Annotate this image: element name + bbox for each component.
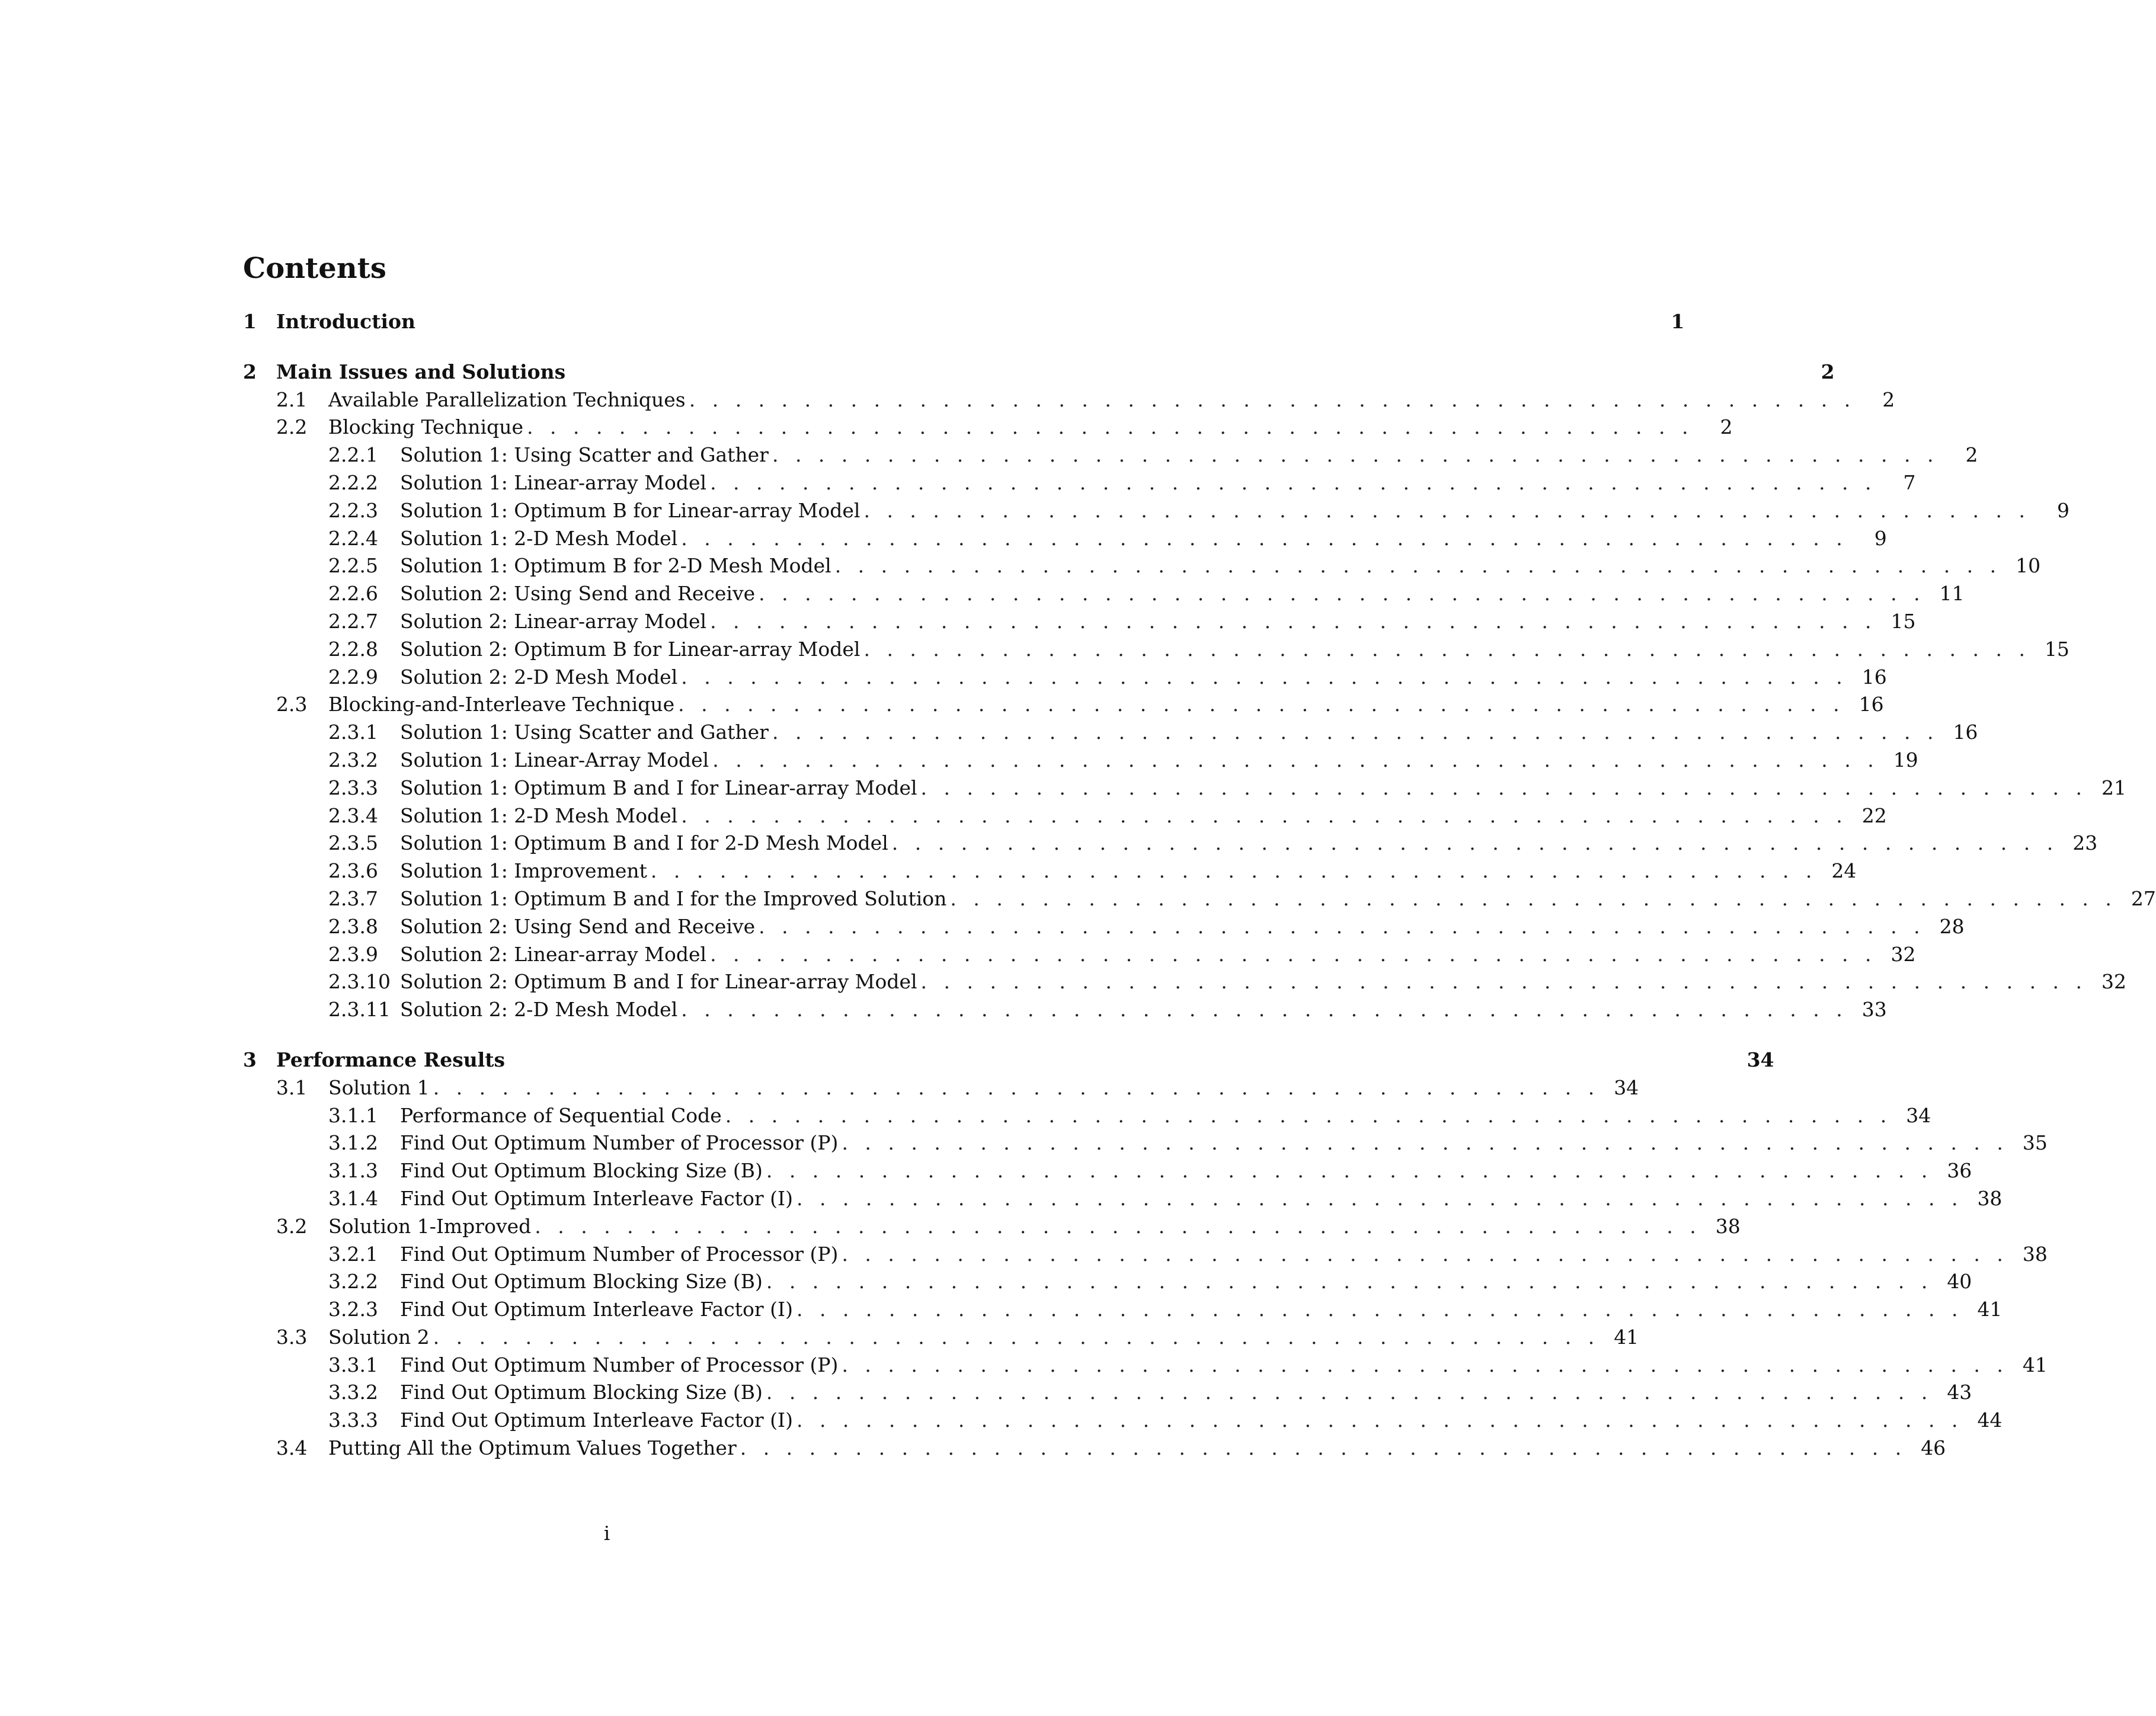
dot-leader: . . . . . . . . . . . . . . . . . . . . . . . . . . . . . . . . . . . . . . . . . . . . . . . . . . . <box>863 498 2030 522</box>
dot-leader: . . . . . . . . . . . . . . . . . . . . . . . . . . . . . . . . . . . . . . . . . . . . . . . . . . . <box>535 1214 1701 1238</box>
toc-page-number: 2 <box>1965 443 1978 467</box>
toc-page-number: 2 <box>1821 360 1835 383</box>
toc-entry-2-2-5 <box>243 552 2041 580</box>
toc-number: 2.2.9 <box>328 665 378 689</box>
toc-entry-3-2-3 <box>243 1296 2003 1324</box>
toc-page-number: 27 <box>2131 886 2156 910</box>
toc-page-number: 7 <box>1903 470 1916 494</box>
toc-page-number: 15 <box>2044 637 2069 661</box>
toc-entry-3-1 <box>243 1074 1639 1102</box>
dot-leader: . . . . . . . . . . . . . . . . . . . . . . . . . . . . . . . . . . . . . . . . . . . . . . . . . . . <box>920 970 2088 994</box>
dot-leader: . . . . . . . . . . . . . . . . . . . . . . . . . . . . . . . . . . . . . . . . . . . . . . . . . . . <box>842 1131 2008 1155</box>
toc-number: 2.1 <box>276 388 308 411</box>
dot-leader: . . . . . . . . . . . . . . . . . . . . . . . . . . . . . . . . . . . . . . . . . . . . . . . . . . . <box>759 914 1925 938</box>
toc-title: Solution 1: Linear-Array Model <box>400 747 712 774</box>
toc-number: 1 <box>243 310 257 333</box>
toc-heading: Contents <box>243 252 386 285</box>
dot-leader: . . . . . . . . . . . . . . . . . . . . . . . . . . . . . . . . . . . . . . . . . . . . . . . . . . . <box>796 1186 1963 1210</box>
dot-leader: . . . . . . . . . . . . . . . . . . . . . . . . . . . . . . . . . . . . . . . . . . . . . . . . . . . <box>681 998 1848 1022</box>
toc-page-number: 28 <box>1939 914 1965 938</box>
toc-entry-2-2-3 <box>243 497 2069 525</box>
toc-title: Performance Results <box>276 1046 508 1074</box>
toc-number: 3 <box>243 1048 257 1071</box>
toc-title: Solution 1: Optimum B for Linear-array Model <box>400 497 863 525</box>
toc-number: 2.2.7 <box>328 609 378 633</box>
dot-leader: . . . . . . . . . . . . . . . . . . . . . . . . . . . . . . . . . . . . . . . . . . . . . . . . . . . <box>681 665 1848 689</box>
dot-leader: . . . . . . . . . . . . . . . . . . . . . . . . . . . . . . . . . . . . . . . . . . . . . . . . . . . <box>891 831 2059 855</box>
toc-number: 2 <box>243 360 257 383</box>
toc-number: 2.2.8 <box>328 637 378 661</box>
toc-title: Find Out Optimum Blocking Size (B) <box>400 1268 766 1296</box>
toc-number: 2.3.4 <box>328 803 378 827</box>
toc-number: 2.3.10 <box>328 970 391 994</box>
toc-title: Putting All the Optimum Values Together <box>328 1435 740 1462</box>
toc-entry-2-2-9 <box>243 664 1887 691</box>
dot-leader: . . . . . . . . . . . . . . . . . . . . . . . . . . . . . . . . . . . . . . . . . . . . . . . . . . . <box>710 470 1877 494</box>
toc-page-number: 16 <box>1861 665 1887 689</box>
toc-number: 2.3.8 <box>328 914 378 938</box>
toc-page-number: 34 <box>1746 1048 1774 1071</box>
toc-page-number: 11 <box>1939 582 1965 606</box>
toc-title: Find Out Optimum Interleave Factor (I) <box>400 1296 796 1324</box>
dot-leader: . . . . . . . . . . . . . . . . . . . . . . . . . . . . . . . . . . . . . . . . . . . . . . . . . . . <box>678 693 1845 716</box>
toc-number: 3.1.2 <box>328 1131 378 1155</box>
toc-title: Find Out Optimum Number of Processor (P) <box>400 1352 842 1379</box>
toc-entry-2-3-10 <box>243 968 2127 996</box>
toc-title: Find Out Optimum Number of Processor (P) <box>400 1129 842 1157</box>
dot-leader: . . . . . . . . . . . . . . . . . . . . . . . . . . . . . . . . . . . . . . . . . . . . . . . . . . . <box>950 886 2117 910</box>
toc-number: 3.3.1 <box>328 1353 378 1376</box>
toc-entry-2-2-7 <box>243 608 1916 636</box>
toc-entry-3-3-3 <box>243 1407 2003 1435</box>
dot-leader: . . . . . . . . . . . . . . . . . . . . . . . . . . . . . . . . . . . . . . . . . . . . . . . . . . . <box>759 582 1925 606</box>
toc-number: 3.2.2 <box>328 1270 378 1294</box>
toc-title: Available Parallelization Techniques <box>328 386 689 414</box>
toc-page-number: 21 <box>2101 776 2127 799</box>
toc-page-number: 22 <box>1861 803 1887 827</box>
toc-page-number: 34 <box>1906 1103 1931 1127</box>
toc-entry-3-3 <box>243 1324 1639 1352</box>
toc-page-number: 44 <box>1977 1408 2003 1432</box>
toc-page-number: 19 <box>1893 748 1918 771</box>
toc-number: 3.3 <box>276 1325 308 1349</box>
toc-number: 2.3.6 <box>328 859 378 883</box>
toc-page-number: 41 <box>2022 1353 2048 1376</box>
toc-number: 3.3.3 <box>328 1408 378 1432</box>
dot-leader: . . . . . . . . . . . . . . . . . . . . . . . . . . . . . . . . . . . . . . . . . . . . . . . . . . . <box>766 1270 1933 1294</box>
toc-page-number: 41 <box>1614 1325 1639 1349</box>
toc-page-number: 35 <box>2022 1131 2048 1155</box>
dot-leader: . . . . . . . . . . . . . . . . . . . . . . . . . . . . . . . . . . . . . . . . . . . . . . . . . . . <box>710 609 1877 633</box>
toc-title: Solution 2: 2-D Mesh Model <box>400 996 681 1024</box>
toc-number: 2.3.11 <box>328 998 391 1022</box>
toc-entry-2-2-8 <box>243 636 2069 664</box>
page-number: i <box>603 1522 610 1545</box>
toc-title: Solution 2: Using Send and Receive <box>400 580 759 608</box>
toc-number: 2.2.3 <box>328 498 378 522</box>
toc-number: 3.4 <box>276 1436 308 1460</box>
toc-title: Introduction <box>276 308 419 336</box>
toc-number: 3.2.1 <box>328 1242 378 1266</box>
toc-page-number: 43 <box>1947 1381 1972 1404</box>
toc-title: Blocking-and-Interleave Technique <box>328 691 678 719</box>
toc-number: 2.2.6 <box>328 582 378 606</box>
toc-page-number: 32 <box>1891 942 1916 966</box>
toc-number: 3.2.3 <box>328 1298 378 1321</box>
toc-title: Solution 2: Using Send and Receive <box>400 913 759 941</box>
toc-number: 2.2.4 <box>328 526 378 550</box>
toc-entry-2-2-6 <box>243 580 1965 608</box>
toc-title: Solution 1-Improved <box>328 1213 535 1241</box>
toc-number: 2.2.1 <box>328 443 378 467</box>
toc-page-number: 9 <box>1874 526 1887 550</box>
toc-title: Solution 2: Linear-array Model <box>400 941 710 969</box>
toc-entry-1 <box>243 308 1685 336</box>
toc-entry-2-1 <box>243 386 1895 414</box>
toc-page-number: 23 <box>2072 831 2098 855</box>
toc-entry-3-3-2 <box>243 1379 1972 1407</box>
toc-title: Solution 2: Optimum B and I for Linear-array Model <box>400 968 921 996</box>
table-of-contents <box>243 308 2156 1462</box>
toc-page-number: 1 <box>1671 310 1685 333</box>
toc-entry-3-1-3 <box>243 1157 1972 1185</box>
dot-leader: . . . . . . . . . . . . . . . . . . . . . . . . . . . . . . . . . . . . . . . . . . . . . . . . . . . <box>920 776 2088 799</box>
toc-page-number: 38 <box>1715 1214 1741 1238</box>
toc-entry-2-3-8 <box>243 913 1965 941</box>
toc-entry-2-3-9 <box>243 941 1916 969</box>
toc-title: Solution 1: Optimum B for 2-D Mesh Model <box>400 552 835 580</box>
toc-page-number: 2 <box>1720 415 1733 439</box>
dot-leader: . . . . . . . . . . . . . . . . . . . . . . . . . . . . . . . . . . . . . . . . . . . . . . . . . . . <box>772 443 1939 467</box>
dot-leader: . . . . . . . . . . . . . . . . . . . . . . . . . . . . . . . . . . . . . . . . . . . . . . . . . . . <box>842 1242 2008 1266</box>
toc-page-number: 46 <box>1921 1436 1946 1460</box>
toc-entry-3-1-4 <box>243 1185 2003 1213</box>
dot-leader: . . . . . . . . . . . . . . . . . . . . . . . . . . . . . . . . . . . . . . . . . . . . . . . . . . . <box>433 1325 1600 1349</box>
toc-entry-3-2-1 <box>243 1241 2048 1269</box>
toc-number: 2.3.9 <box>328 942 378 966</box>
toc-title: Solution 2: Linear-array Model <box>400 608 710 636</box>
toc-title: Find Out Optimum Number of Processor (P) <box>400 1241 842 1269</box>
dot-leader: . . . . . . . . . . . . . . . . . . . . . . . . . . . . . . . . . . . . . . . . . . . . . . . . . . . <box>725 1103 1892 1127</box>
dot-leader: . . . . . . . . . . . . . . . . . . . . . . . . . . . . . . . . . . . . . . . . . . . . . . . . . . . <box>740 1436 1907 1460</box>
toc-entry-2-2-4 <box>243 525 1887 553</box>
toc-number: 3.1.1 <box>328 1103 378 1127</box>
toc-entry-2-2-1 <box>243 441 1978 469</box>
toc-number: 3.1.4 <box>328 1186 378 1210</box>
toc-title: Solution 2: 2-D Mesh Model <box>400 664 681 691</box>
toc-title: Find Out Optimum Blocking Size (B) <box>400 1157 766 1185</box>
toc-entry-2-3-11 <box>243 996 1887 1024</box>
toc-page-number: 9 <box>2056 498 2069 522</box>
toc-title: Blocking Technique <box>328 414 527 441</box>
toc-page-number: 32 <box>2101 970 2127 994</box>
dot-leader: . . . . . . . . . . . . . . . . . . . . . . . . . . . . . . . . . . . . . . . . . . . . . . . . . . . <box>712 748 1879 771</box>
toc-title: Solution 1: Using Scatter and Gather <box>400 719 772 747</box>
toc-entry-2-3-2 <box>243 747 1918 774</box>
toc-number: 2.3.2 <box>328 748 378 771</box>
dot-leader: . . . . . . . . . . . . . . . . . . . . . . . . . . . . . . . . . . . . . . . . . . . . . . . . . . . <box>681 526 1848 550</box>
toc-entry-2-3-4 <box>243 802 1887 830</box>
toc-number: 2.3.3 <box>328 776 378 799</box>
toc-number: 3.1.3 <box>328 1159 378 1183</box>
dot-leader: . . . . . . . . . . . . . . . . . . . . . . . . . . . . . . . . . . . . . . . . . . . . . . . . . . . <box>689 388 1856 411</box>
toc-entry-3 <box>243 1046 1774 1074</box>
dot-leader: . . . . . . . . . . . . . . . . . . . . . . . . . . . . . . . . . . . . . . . . . . . . . . . . . . . <box>842 1353 2008 1376</box>
toc-title: Solution 1 <box>328 1074 433 1102</box>
toc-number: 2.3 <box>276 693 308 716</box>
dot-leader: . . . . . . . . . . . . . . . . . . . . . . . . . . . . . . . . . . . . . . . . . . . . . . . . . . . <box>796 1408 1963 1432</box>
toc-title: Solution 1: Improvement <box>400 857 651 885</box>
dot-leader: . . . . . . . . . . . . . . . . . . . . . . . . . . . . . . . . . . . . . . . . . . . . . . . . . . . <box>527 415 1694 439</box>
dot-leader: . . . . . . . . . . . . . . . . . . . . . . . . . . . . . . . . . . . . . . . . . . . . . . . . . . . <box>681 803 1848 827</box>
toc-entry-2-2-2 <box>243 469 1916 497</box>
toc-number: 3.3.2 <box>328 1381 378 1404</box>
dot-leader: . . . . . . . . . . . . . . . . . . . . . . . . . . . . . . . . . . . . . . . . . . . . . . . . . . . <box>766 1381 1933 1404</box>
toc-entry-2-3-1 <box>243 719 1978 747</box>
toc-title: Solution 1: Optimum B and I for 2-D Mesh Model <box>400 830 892 857</box>
toc-number: 2.2.2 <box>328 470 378 494</box>
toc-title: Find Out Optimum Interleave Factor (I) <box>400 1185 796 1213</box>
toc-entry-2-3 <box>243 691 1884 719</box>
toc-page-number: 15 <box>1891 609 1916 633</box>
toc-page-number: 24 <box>1831 859 1857 883</box>
toc-title: Solution 1: Using Scatter and Gather <box>400 441 772 469</box>
dot-leader: . . . . . . . . . . . . . . . . . . . . . . . . . . . . . . . . . . . . . . . . . . . . . . . . . . . <box>650 859 1818 883</box>
toc-title: Find Out Optimum Interleave Factor (I) <box>400 1407 796 1435</box>
toc-entry-2-3-6 <box>243 857 1857 885</box>
toc-title: Solution 1: Optimum B and I for the Improved Solution <box>400 885 950 913</box>
toc-title: Find Out Optimum Blocking Size (B) <box>400 1379 766 1407</box>
toc-page-number: 40 <box>1947 1270 1972 1294</box>
toc-number: 2.3.1 <box>328 721 378 744</box>
toc-title: Solution 2 <box>328 1324 433 1352</box>
toc-page-number: 16 <box>1858 693 1884 716</box>
toc-number: 2.2.5 <box>328 554 378 578</box>
toc-entry-3-4 <box>243 1435 1946 1462</box>
toc-entry-3-1-2 <box>243 1129 2048 1157</box>
toc-page-number: 34 <box>1614 1075 1639 1099</box>
toc-title: Main Issues and Solutions <box>276 358 569 386</box>
toc-page-number: 16 <box>1953 721 1978 744</box>
toc-entry-3-2 <box>243 1213 1741 1241</box>
toc-entry-3-3-1 <box>243 1352 2048 1379</box>
toc-entry-2-3-7 <box>243 885 2156 913</box>
toc-entry-2-2 <box>243 414 1733 441</box>
dot-leader: . . . . . . . . . . . . . . . . . . . . . . . . . . . . . . . . . . . . . . . . . . . . . . . . . . . <box>766 1159 1933 1183</box>
toc-entry-2 <box>243 358 1835 386</box>
toc-page-number: 33 <box>1861 998 1887 1022</box>
toc-number: 3.2 <box>276 1214 308 1238</box>
toc-entry-3-1-1 <box>243 1102 1931 1130</box>
dot-leader: . . . . . . . . . . . . . . . . . . . . . . . . . . . . . . . . . . . . . . . . . . . . . . . . . . . <box>796 1298 1963 1321</box>
dot-leader: . . . . . . . . . . . . . . . . . . . . . . . . . . . . . . . . . . . . . . . . . . . . . . . . . . . <box>834 554 2002 578</box>
toc-entry-2-3-5 <box>243 830 2098 857</box>
toc-number: 2.3.7 <box>328 886 378 910</box>
toc-page-number: 41 <box>1977 1298 2003 1321</box>
toc-page-number: 36 <box>1947 1159 1972 1183</box>
toc-page-number: 38 <box>2022 1242 2048 1266</box>
toc-number: 2.2 <box>276 415 308 439</box>
toc-title: Solution 1: 2-D Mesh Model <box>400 525 681 553</box>
toc-page-number: 10 <box>2016 554 2041 578</box>
toc-entry-2-3-3 <box>243 774 2127 802</box>
toc-number: 2.3.5 <box>328 831 378 855</box>
toc-number: 3.1 <box>276 1075 308 1099</box>
dot-leader: . . . . . . . . . . . . . . . . . . . . . . . . . . . . . . . . . . . . . . . . . . . . . . . . . . . <box>772 721 1939 744</box>
toc-title: Performance of Sequential Code <box>400 1102 725 1130</box>
dot-leader: . . . . . . . . . . . . . . . . . . . . . . . . . . . . . . . . . . . . . . . . . . . . . . . . . . . <box>433 1075 1600 1099</box>
toc-page-number: 2 <box>1882 388 1895 411</box>
dot-leader: . . . . . . . . . . . . . . . . . . . . . . . . . . . . . . . . . . . . . . . . . . . . . . . . . . . <box>710 942 1877 966</box>
toc-entry-3-2-2 <box>243 1268 1972 1296</box>
dot-leader: . . . . . . . . . . . . . . . . . . . . . . . . . . . . . . . . . . . . . . . . . . . . . . . . . . . <box>863 637 2030 661</box>
toc-title: Solution 1: 2-D Mesh Model <box>400 802 681 830</box>
toc-page-number: 38 <box>1977 1186 2003 1210</box>
toc-title: Solution 2: Optimum B for Linear-array Model <box>400 636 863 664</box>
toc-title: Solution 1: Optimum B and I for Linear-array Model <box>400 774 921 802</box>
toc-title: Solution 1: Linear-array Model <box>400 469 710 497</box>
